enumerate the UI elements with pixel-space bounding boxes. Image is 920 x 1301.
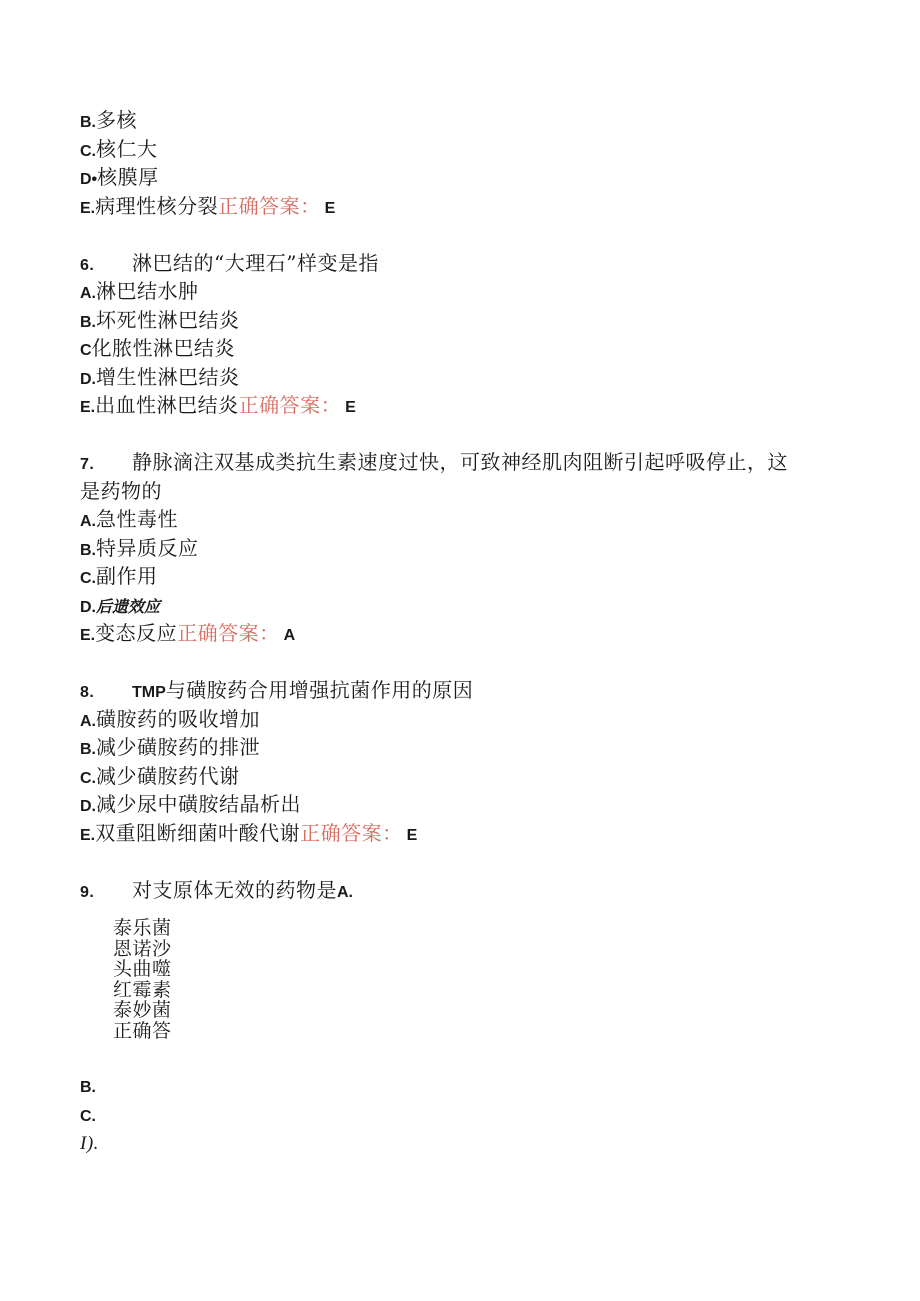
question-stem: 静脉滴注双基成类抗生素速度过快，可致神经肌肉阻断引起呼吸停止，这 — [132, 450, 788, 474]
option-label: B. — [80, 114, 96, 131]
option-text: 副作用 — [96, 564, 158, 588]
q6-option-a — [80, 277, 840, 306]
answer-value: E — [406, 826, 418, 844]
q5-option-d — [80, 163, 840, 192]
option-label: E. — [80, 826, 96, 844]
option-label: A. — [80, 513, 96, 530]
option-label: C — [80, 342, 92, 359]
option-text: 磺胺药的吸收增加 — [96, 706, 260, 731]
question-number: 9. — [80, 883, 95, 901]
q9-label-b — [80, 1071, 840, 1100]
list-item: 头曲噬 — [113, 958, 172, 980]
list-item: 泰乐菌 — [113, 917, 172, 939]
question-stem-prefix: TMP — [132, 684, 166, 701]
option-label: B. — [80, 541, 96, 559]
list-item: 正确答 — [113, 1019, 172, 1042]
q5-option-c — [80, 135, 840, 164]
option-label: A. — [337, 883, 353, 901]
option-text: 双重阻断细菌叶酸代谢 — [95, 820, 301, 845]
answer-prefix: 正确答案： — [218, 193, 321, 218]
option-text: 坏死性淋巴结炎 — [96, 307, 240, 332]
answer-value: E — [345, 399, 357, 416]
option-text: 减少磺胺药代谢 — [96, 763, 240, 788]
document-page — [80, 106, 840, 1157]
option-label: A. — [80, 285, 96, 302]
question-number: 7. — [80, 456, 95, 473]
option-text: 减少磺胺药的排泄 — [96, 735, 260, 759]
q6-option-b — [80, 306, 840, 335]
option-label: C. — [80, 769, 96, 787]
option-text: 核仁大 — [96, 136, 158, 161]
q6-option-d — [80, 363, 840, 392]
q7-stem-line1 — [80, 448, 840, 477]
question-stem: 淋巴结的“大理石”样变是指 — [132, 250, 379, 275]
q7-option-b — [80, 534, 840, 563]
q6-option-e — [80, 391, 840, 420]
q7-stem-line2 — [80, 477, 840, 506]
answer-prefix: 正确答案： — [238, 393, 342, 417]
question-stem: 与磺胺药合用增强抗菌作用的原因 — [165, 678, 474, 702]
option-label: C. — [80, 142, 96, 160]
answer-prefix: 正确答案： — [177, 621, 280, 645]
q9-label-c — [80, 1100, 840, 1129]
option-label: D. — [80, 798, 96, 815]
list-item: 恩诺沙 — [113, 937, 172, 960]
q8-option-e — [80, 819, 840, 848]
option-text: 特异质反应 — [96, 535, 199, 560]
list-item: 红霉素 — [113, 978, 172, 1001]
option-label: E. — [80, 199, 96, 217]
option-text: 减少尿中磺胺结晶析出 — [96, 792, 301, 816]
option-label: I). — [80, 1133, 99, 1154]
question-number: 6. — [80, 256, 95, 274]
question-stem-continued: 是药物的 — [80, 478, 162, 503]
option-label: E. — [80, 399, 96, 416]
option-text: 急性毒性 — [96, 507, 178, 531]
option-text: 变态反应 — [95, 621, 178, 645]
q5-option-e — [80, 192, 840, 221]
option-text: 淋巴结水肿 — [96, 279, 199, 303]
list-item: 泰妙菌 — [113, 999, 172, 1021]
q9-label-d — [80, 1128, 840, 1157]
option-text: 多核 — [96, 108, 137, 132]
option-label: B. — [80, 741, 96, 758]
option-text: 后遗效应 — [96, 598, 161, 616]
q7-option-c — [80, 562, 840, 591]
option-label: B. — [80, 1079, 96, 1096]
option-text: 出血性淋巴结炎 — [95, 393, 239, 417]
q8-option-d — [80, 790, 840, 819]
q5-option-b — [80, 106, 840, 135]
q7-option-e — [80, 619, 840, 648]
option-label: C. — [80, 570, 96, 587]
question-number: 8. — [80, 684, 95, 701]
option-text: 化脓性淋巴结炎 — [91, 336, 236, 360]
option-label: C. — [80, 1107, 96, 1125]
q8-stem — [80, 676, 840, 705]
option-label: E. — [80, 627, 96, 644]
q8-option-b — [80, 733, 840, 762]
q6-stem — [80, 249, 840, 278]
answer-value: E — [324, 199, 336, 217]
option-label: D• — [80, 171, 98, 188]
q7-option-a — [80, 505, 840, 534]
q8-option-a — [80, 705, 840, 734]
option-label: D. — [80, 370, 96, 388]
q9-stem — [80, 876, 840, 905]
q9-option-list — [113, 918, 840, 1041]
q7-option-d — [80, 591, 840, 620]
q6-option-c — [80, 334, 840, 363]
option-label: D. — [80, 598, 96, 616]
question-stem: 对支原体无效的药物是 — [132, 877, 337, 902]
option-text: 病理性核分裂 — [95, 193, 219, 218]
option-label: A. — [80, 712, 96, 730]
answer-prefix: 正确答案： — [300, 820, 403, 845]
q8-option-c — [80, 762, 840, 791]
option-text: 增生性淋巴结炎 — [96, 364, 240, 389]
option-label: B. — [80, 313, 96, 331]
option-text: 核膜厚 — [97, 165, 159, 189]
answer-value: A — [283, 627, 296, 644]
